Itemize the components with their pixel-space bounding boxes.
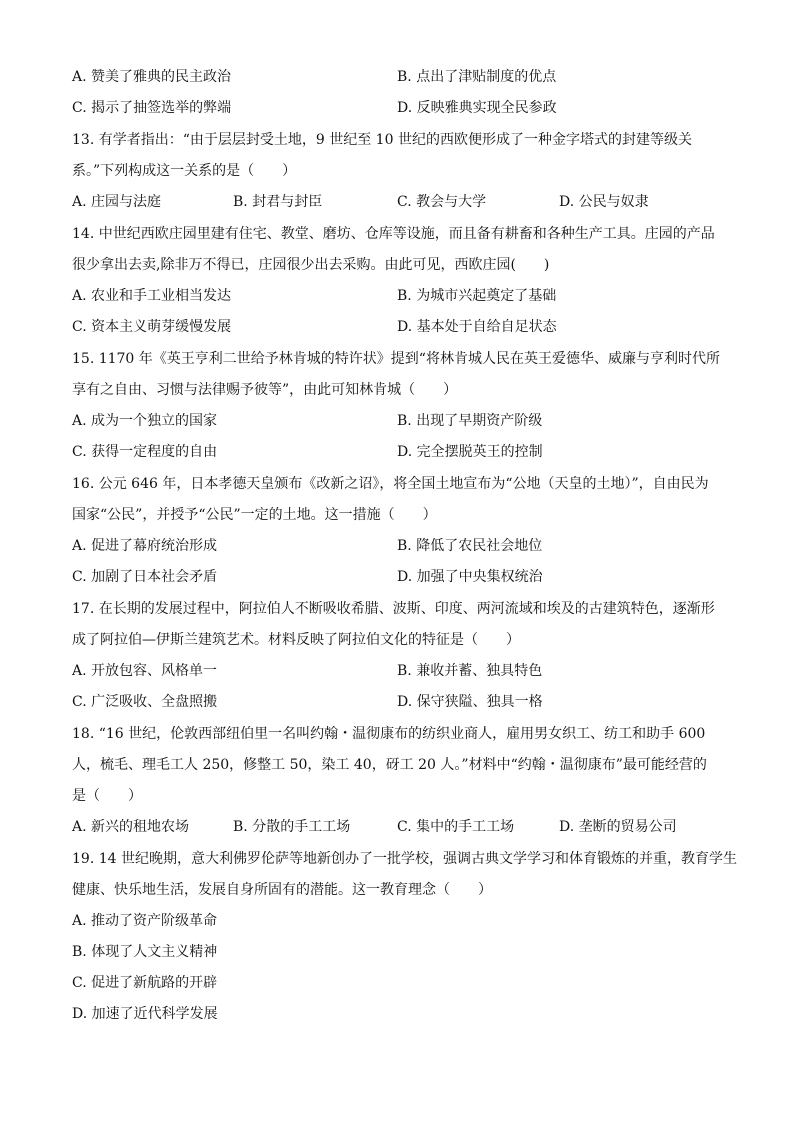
- q13-option-b: B. 封君与封臣: [233, 194, 323, 210]
- q18-option-c: C. 集中的手工工场: [397, 819, 515, 835]
- q13-option-c: C. 教会与大学: [397, 194, 487, 210]
- q16-stem-line-2: 国家“公民”，并授予“公民”一定的土地。这一措施（ ）: [72, 507, 437, 523]
- q14-stem-line-1: 14. 中世纪西欧庄园里建有住宅、教堂、磨坊、仓库等设施，而且备有耕畜和各种生产工具。庄园的产品: [72, 226, 715, 242]
- q15-option-b: B. 出现了早期资产阶级: [397, 413, 543, 429]
- q12-option-d: D. 反映雅典实现全民参政: [397, 100, 557, 116]
- q17-stem-line-1: 17. 在长期的发展过程中，阿拉伯人不断吸收希腊、波斯、印度、两河流域和埃及的古建筑特色，逐渐形: [72, 601, 715, 617]
- q17-option-c: C. 广泛吸收、全盘照搬: [72, 694, 218, 710]
- q15-stem-line-2: 享有之自由、习惯与法律赐予彼等”，由此可知林肯城（ ）: [72, 382, 458, 398]
- q17-option-b: B. 兼收并蓄、独具特色: [397, 663, 543, 679]
- q16-option-d: D. 加强了中央集权统治: [397, 569, 543, 585]
- q16-option-c: C. 加剧了日本社会矛盾: [72, 569, 218, 585]
- q13-stem-line-2: 系。”下列构成这一关系的是（ ）: [72, 163, 297, 179]
- q19-option-a: A. 推动了资产阶级革命: [72, 913, 218, 929]
- q14-option-c: C. 资本主义萌芽缓慢发展: [72, 319, 232, 335]
- q12-option-b: B. 点出了津贴制度的优点: [397, 69, 557, 85]
- q19-option-d: D. 加速了近代科学发展: [72, 1006, 218, 1022]
- q18-option-d: D. 垄断的贸易公司: [559, 819, 677, 835]
- q17-option-d: D. 保守狭隘、独具一格: [397, 694, 543, 710]
- q15-option-c: C. 获得一定程度的自由: [72, 444, 218, 460]
- q18-stem-line-1: 18. “16 世纪，伦敦西部纽伯里一名叫约翰・温彻康布的纺织业商人，雇用男女织工、纺工和助手 600: [72, 726, 706, 742]
- q13-option-d: D. 公民与奴隶: [559, 194, 649, 210]
- q16-stem-line-1: 16. 公元 646 年，日本孝德天皇颁布《改新之诏》，将全国土地宣布为“公地（天皇的土地）”，自由民为: [72, 476, 709, 492]
- q14-option-a: A. 农业和手工业相当发达: [72, 288, 232, 304]
- q12-option-c: C. 揭示了抽签选举的弊端: [72, 100, 232, 116]
- q16-option-b: B. 降低了农民社会地位: [397, 538, 543, 554]
- q13-stem-line-1: 13. 有学者指出：“由于层层封受土地，9 世纪至 10 世纪的西欧便形成了一种金字塔式的封建等级关: [72, 132, 692, 148]
- q18-option-b: B. 分散的手工工场: [233, 819, 351, 835]
- q19-option-c: C. 促进了新航路的开辟: [72, 975, 218, 991]
- q18-stem-line-2: 人，梳毛、理毛工人 250，修整工 50，染工 40，砑工 20 人。”材料中“约翰・温彻康布”最可能经营的: [72, 757, 707, 773]
- q18-stem-line-3: 是（ ）: [72, 788, 142, 804]
- q15-option-d: D. 完全摆脱英王的控制: [397, 444, 543, 460]
- q14-option-d: D. 基本处于自给自足状态: [397, 319, 557, 335]
- q18-option-a: A. 新兴的租地农场: [72, 819, 190, 835]
- q14-stem-line-2: 很少拿出去卖,除非万不得已，庄园很少出去采购。由此可见，西欧庄园( ): [72, 257, 550, 273]
- q17-stem-line-2: 成了阿拉伯—伊斯兰建筑艺术。材料反映了阿拉伯文化的特征是（ ）: [72, 632, 520, 648]
- q19-stem-line-1: 19. 14 世纪晚期，意大利佛罗伦萨等地新创办了一批学校，强调古典文学学习和体育锻炼的并重，教育学生: [72, 851, 737, 867]
- q14-option-b: B. 为城市兴起奠定了基础: [397, 288, 557, 304]
- q19-option-b: B. 体现了人文主义精神: [72, 944, 218, 960]
- q12-option-a: A. 赞美了雅典的民主政治: [72, 69, 232, 85]
- q15-stem-line-1: 15. 1170 年《英王亨利二世给予林肯城的特许状》提到“将林肯城人民在英王爱德华、威廉与亨利时代所: [72, 351, 720, 367]
- q17-option-a: A. 开放包容、风格单一: [72, 663, 218, 679]
- q19-stem-line-2: 健康、快乐地生活，发展自身所固有的潜能。这一教育理念（ ）: [72, 882, 492, 898]
- q13-option-a: A. 庄园与法庭: [72, 194, 162, 210]
- q16-option-a: A. 促进了幕府统治形成: [72, 538, 218, 554]
- q15-option-a: A. 成为一个独立的国家: [72, 413, 218, 429]
